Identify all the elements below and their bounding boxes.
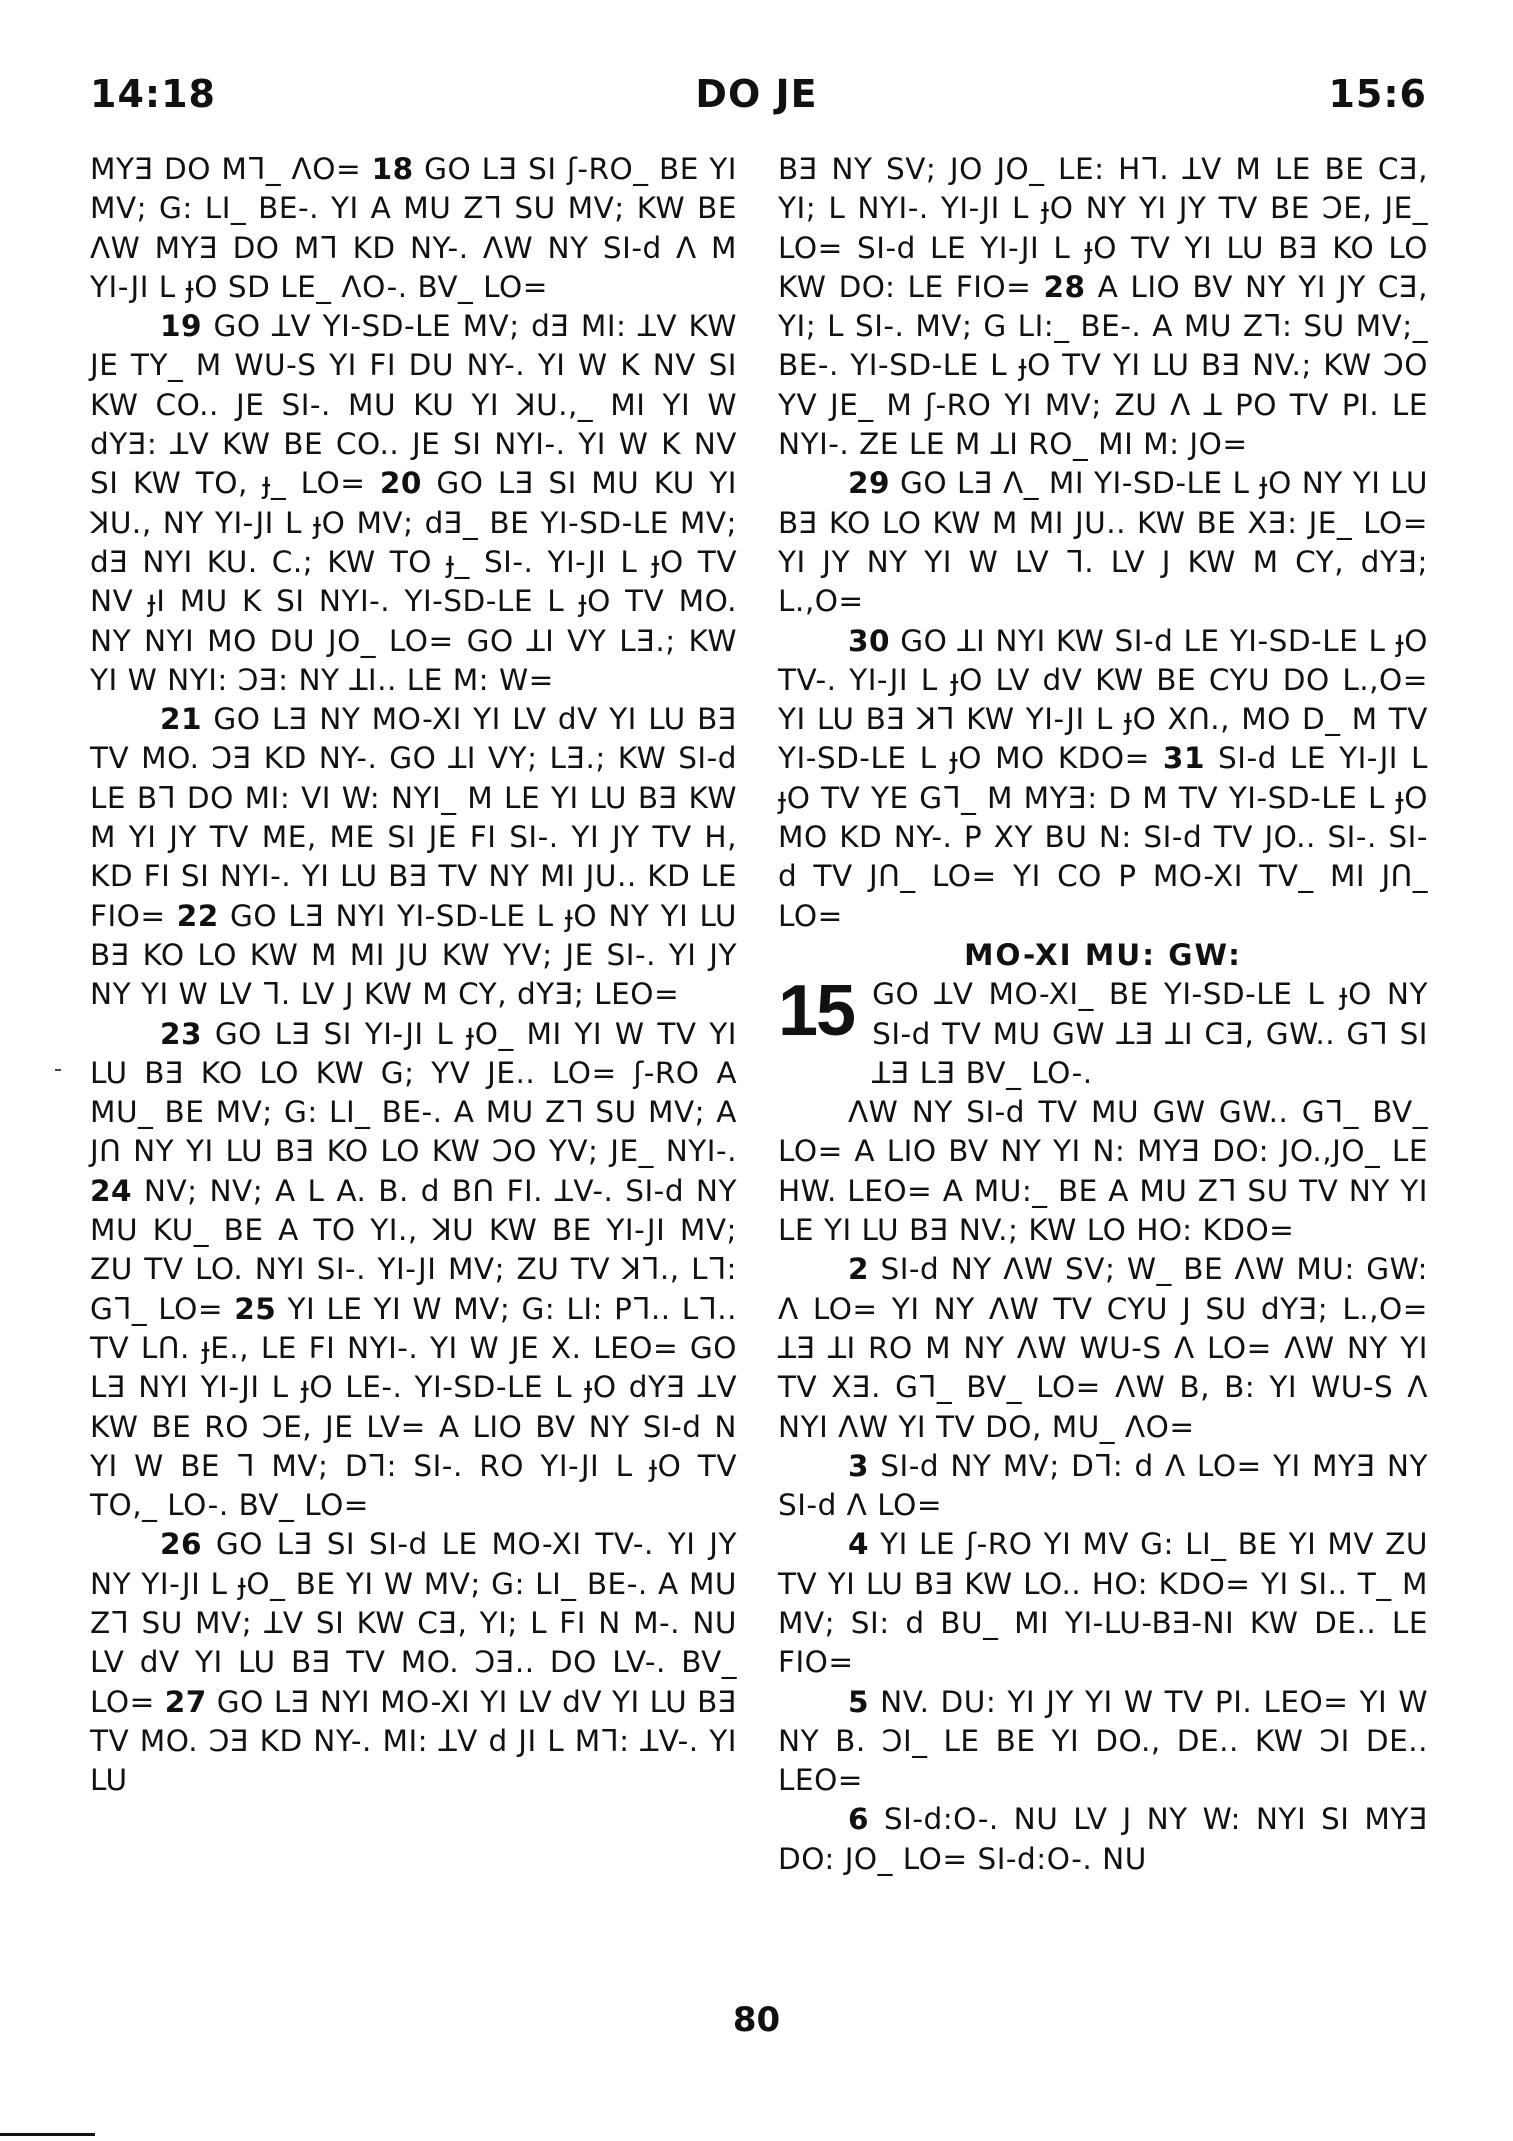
verse-number: 18 — [371, 152, 414, 186]
verse-number: 2 — [848, 1252, 870, 1287]
paragraph — [778, 1250, 1428, 1446]
paragraph — [778, 1093, 1428, 1250]
verse-text: A LIO BV NY YI JY CƎ, YI; L SI-. MV; G LI:_ BE-. A MU Zᒣ: SU MV;_ BE-. YI-SD-LE L ɟO TV YI LU BƎ NV.; KW ƆO YV JE_ M ʃ-RO YI MV; ZU Ʌ ꓕ PO TV PI. LE NYI-. ZE LE M ꓕI RO_ MI M: JO= — [778, 269, 1428, 462]
paragraph — [90, 700, 737, 1014]
verse-text: GO LƎ NY MO-XI YI LV dV YI LU BƎ TV MO. ƆƎ KD NY-. GO ꓕI VY; LƎ.; KW SI-d LE Bᒣ DO MI: VI W: NYI_ M LE YI LU BƎ KW M YI JY TV ME, ME SI JE FI SI-. YI JY TV H, KD FI SI NYI-. YI LU BƎ TV NY MI JU.. KD LE FIO= — [90, 702, 737, 933]
verse-text: GO ꓕI NYI KW SI-d LE YI-SD-LE L ɟO TV-. YI-JI L ɟO LV dV KW BE CYU DO L.,O= YI LU BƎ ꓘᒣ KW YI-JI L ɟO XՈ., MO D_ M TV YI-SD-LE L ɟO MO KDO= — [778, 623, 1428, 776]
verse-text: GO LƎ SI MU KU YI ꓘU., NY YI-JI L ɟO MV; dƎ_ BE YI-SD-LE MV; dƎ NYI KU. C.; KW TO ɟ_ SI-. YI-JI L ɟO TV NV ɟI MU K SI NYI-. YI-SD-LE L ɟO TV MO. NY NYI MO DU JO_ LO= GO ꓕI VY LƎ.; KW YI W NYI: ƆƎ: NY ꓕI.. LE M: W= — [90, 466, 737, 697]
verse-number: 24 — [90, 1173, 133, 1208]
verse-number: 31 — [1162, 741, 1205, 776]
verse-text: GO LƎ NYI YI-SD-LE L ɟO NY YI LU BƎ KO LO KW M MI JU KW YV; JE SI-. YI JY NY YI W LV ᒣ. LV J KW M CY, dYƎ; LEO= — [90, 898, 738, 1012]
paragraph — [90, 1015, 737, 1526]
verse-text: GO LƎ SI ʃ-RO_ BE YI MV; G: LI_ BE-. YI A MU Zᒣ SU MV; KW BE ɅW MYƎ DO Mᒣ KD NY-. ɅW NY SI-d Ʌ M YI-JI L ɟO SD LE_ ɅO-. BV_ LO= — [90, 152, 737, 304]
verse-text: GO LƎ SI SI-d LE MO-XI TV-. YI JY NY YI-JI L ɟO_ BE YI W MV; G: LI_ BE-. A MU Zᒣ SU MV; ꓕV SI KW CƎ, YI; L FI N M-. NU LV dV YI LU BƎ TV MO. ƆƎ.. DO LV-. BV_ LO= — [90, 1527, 737, 1719]
verse-text: GO ꓕV MO-XI_ BE YI-SD-LE L ɟO NY SI-d TV MU GW ꓕƎ ꓕI CƎ, GW.. Gᒣ SI ꓕƎ LƎ BV_ LO-. — [872, 977, 1428, 1090]
paragraph — [90, 307, 737, 700]
verse-number: 25 — [234, 1291, 277, 1326]
paragraph — [778, 1525, 1428, 1682]
header-book-title: DO JE — [695, 72, 818, 116]
left-text-column — [90, 150, 737, 1800]
chapter-opening — [778, 971, 1428, 1093]
verse-text: SI-d LE YI-JI L ɟO TV YE Gᒣ_ M MYƎ: D M TV YI-SD-LE L ɟO MO KD NY-. P XY BU N: SI-d TV JO.. SI-. SI-d TV JՈ_ LO= YI CO P MO-XI TV_ MI JՈ_ LO= — [778, 741, 1428, 933]
verse-text: SI-d:O-. NU LV J NY W: NYI SI MYƎ DO: JO_ LO= SI-d:O-. NU — [778, 1802, 1428, 1876]
verse-number: 23 — [160, 1016, 203, 1051]
paragraph — [90, 1525, 737, 1800]
verse-number: 28 — [1043, 269, 1086, 304]
paragraph — [778, 1447, 1428, 1526]
chapter-first-paragraph — [872, 975, 1428, 1093]
verse-number: 19 — [160, 309, 203, 344]
paragraph — [778, 464, 1428, 621]
verse-text: YI LE YI W MV; G: LI: Pᒣ.. Lᒣ.. TV LՈ. ɟE., LE FI NYI-. YI W JE X. LEO= GO LƎ NYI YI-JI L ɟO LE-. YI-SD-LE L ɟO dYƎ ꓕV KW BE RO ƆE, JE LV= A LIO BV NY SI-d N YI W BE ᒣ MV; Dᒣ: SI-. RO YI-JI L ɟO TV TO,_ LO-. BV_ LO= — [90, 1291, 737, 1523]
paragraph — [778, 1683, 1428, 1801]
verse-text: GO LƎ NYI MO-XI YI LV dV YI LU BƎ TV MO. ƆƎ KD NY-. MI: ꓕV d JI L Mᒣ: ꓕV-. YI LU — [90, 1684, 738, 1798]
verse-text: GO LƎ SI YI-JI L ɟO_ MI YI W TV YI LU BƎ KO LO KW G; YV JE.. LO= ʃ-RO A MU_ BE MV; G: LI_ BE-. A MU Zᒣ SU MV; A JՈ NY YI LU BƎ KO LO KW ƆO YV; JE_ NYI-. — [90, 1016, 737, 1169]
verse-number: 5 — [848, 1684, 870, 1719]
paragraph — [778, 150, 1428, 464]
verse-text: GO LƎ Ʌ_ MI YI-SD-LE L ɟO NY YI LU BƎ KO LO KW M MI JU.. KW BE XƎ: JE_ LO= YI JY NY YI W LV ᒣ. LV J KW M CY, dYƎ; L.,O= — [778, 466, 1428, 619]
verse-number: 21 — [160, 702, 203, 737]
verse-number: 22 — [176, 898, 219, 933]
header-chapter-verse-end: 15:6 — [1328, 72, 1427, 116]
verse-text: NV; NV; A L A. B. d BՈ FI. ꓕV-. SI-d NY MU KU_ BE A TO YI., ꓘU KW BE YI-JI MV; ZU TV LO. NYI SI-. YI-JI MV; ZU TV ꓘᒣ., Lᒣ: Gᒣ_ LO= — [90, 1173, 737, 1326]
verse-number: 4 — [848, 1527, 870, 1562]
paragraph — [778, 1800, 1428, 1879]
paragraph — [90, 150, 737, 307]
verse-text: YI LE ʃ-RO YI MV G: LI_ BE YI MV ZU TV YI LU BƎ KW LO.. HO: KDO= YI SI.. T_ M MV; SI: d BU_ MI YI-LU-BƎ-NI KW DE.. LE FIO= — [778, 1527, 1428, 1680]
verse-text: MYƎ DO Mᒣ_ ɅO= — [90, 152, 372, 186]
verse-text: GO ꓕV YI-SD-LE MV; dƎ MI: ꓕV KW JE TY_ M WU-S YI FI DU NY-. YI W K NV SI KW CO.. JE SI-. MU KU YI ꓘU.,_ MI YI W dYƎ: ꓕV KW BE CO.. JE SI NYI-. YI W K NV SI KW TO, ɟ_ LO= — [90, 309, 737, 501]
verse-number: 30 — [848, 623, 891, 658]
verse-text: BƎ NY SV; JO JO_ LE: Hᒣ. ꓕV M LE BE CƎ, YI; L NYI-. YI-JI L ɟO NY YI JY TV BE ƆE, JE_ LO= SI-d LE YI-JI L ɟO TV YI LU BƎ KO LO KW DO: LE FIO= — [778, 152, 1428, 304]
verse-number: 3 — [848, 1448, 870, 1483]
page-number: 80 — [732, 2000, 781, 2040]
verse-number: 26 — [160, 1527, 203, 1562]
verse-number: 20 — [379, 466, 422, 501]
paragraph — [778, 622, 1428, 936]
right-text-column — [778, 150, 1428, 1879]
stray-mark — [55, 1069, 61, 1071]
verse-text: NV. DU: YI JY YI W TV PI. LEO= YI W NY B. ƆI_ LE BE YI DO., DE.. KW ƆI DE.. LEO= — [778, 1684, 1428, 1798]
header-chapter-verse-start: 14:18 — [90, 72, 216, 116]
verse-text: ɅW NY SI-d TV MU GW GW.. Gᒣ_ BV_ LO= A LIO BV NY YI N: MYƎ DO: JO.,JO_ LE HW. LEO= A MU:_ BE A MU Zᒣ SU TV NY YI LE YI LU BƎ NV.; KW LO HO: KDO= — [778, 1095, 1428, 1248]
footer-rule — [0, 2133, 95, 2136]
verse-text: SI-d NY MV; Dᒣ: d Ʌ LO= YI MYƎ NY SI-d Ʌ LO= — [778, 1448, 1428, 1523]
verse-number: 29 — [848, 466, 891, 501]
chapter-number: 15 — [778, 971, 855, 1052]
section-heading: MO-XI MU: GW: — [964, 937, 1242, 972]
verse-text: SI-d NY ɅW SV; W_ BE ɅW MU: GW: Ʌ LO= YI NY ɅW TV CYU J SU dYƎ; L.,O= ꓕƎ ꓕI RO M NY ɅW WU-S Ʌ LO= ɅW NY YI TV XƎ. Gᒣ_ BV_ LO= ɅW B, B: YI WU-S Ʌ NYI ɅW YI TV DO, MU_ ɅO= — [778, 1252, 1428, 1444]
verse-number: 27 — [164, 1684, 207, 1719]
verse-number: 6 — [848, 1802, 870, 1837]
